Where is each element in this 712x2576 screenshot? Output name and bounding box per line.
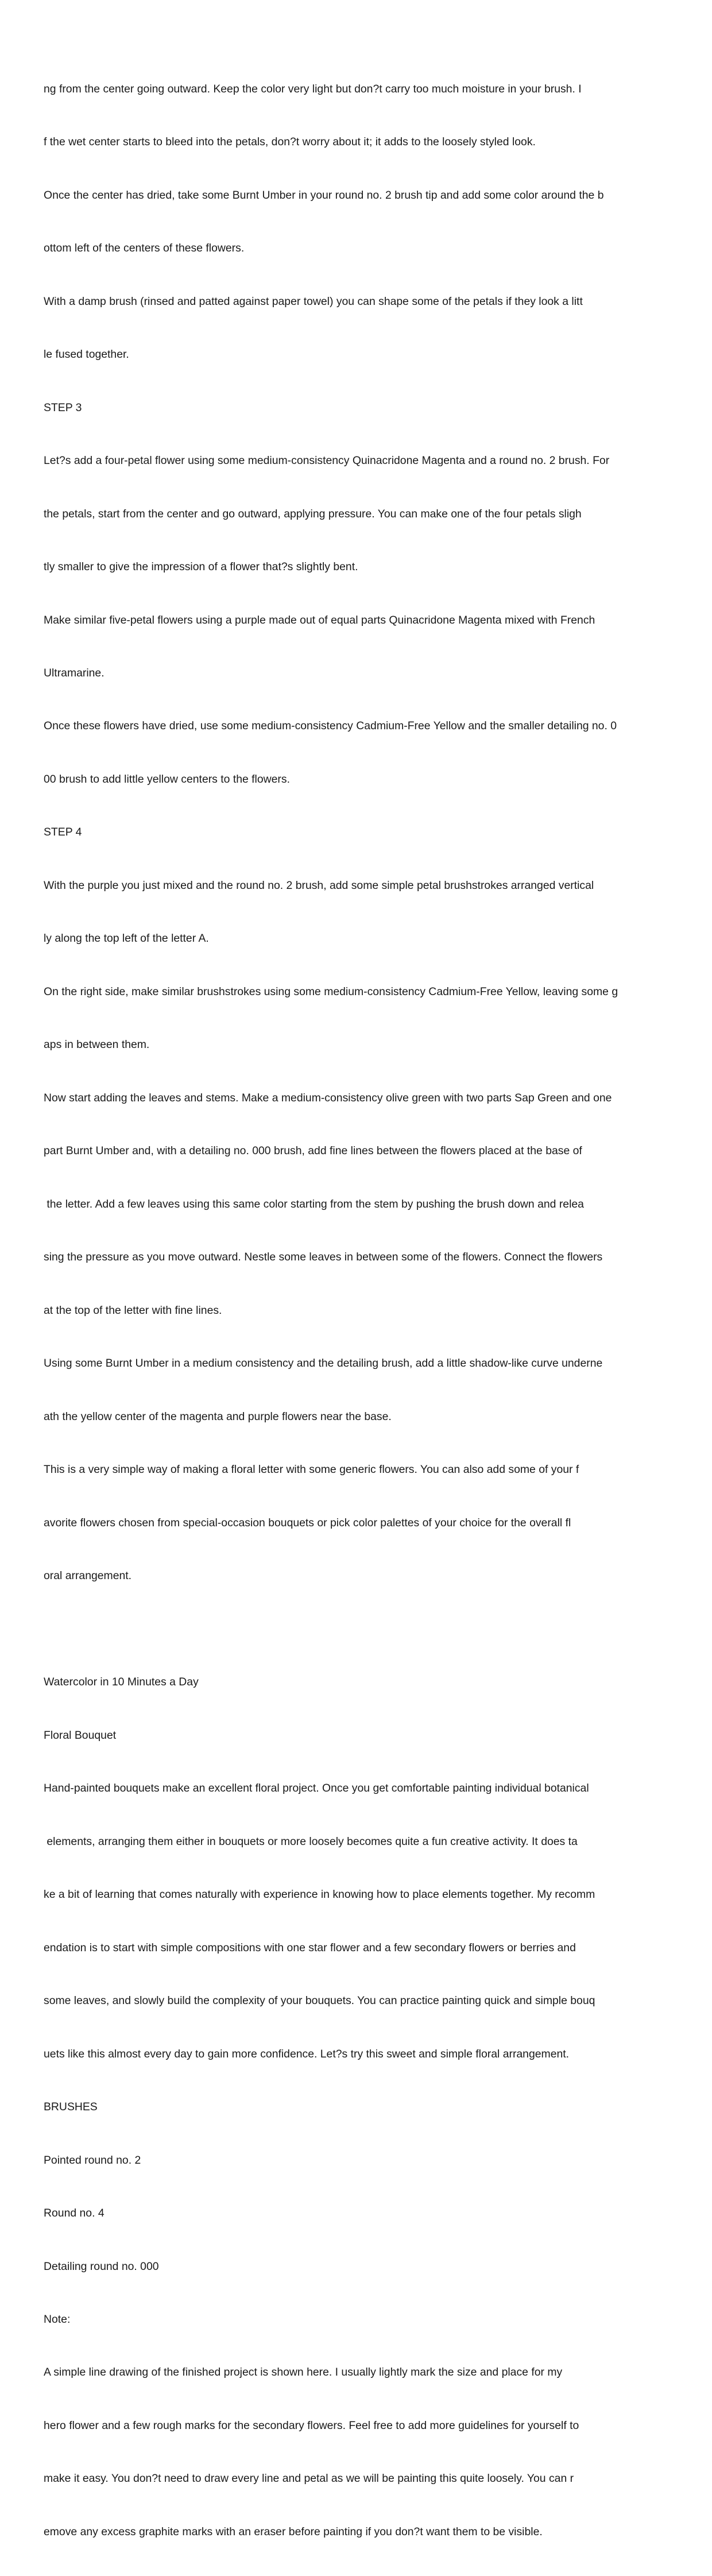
brush-list-item: Detailing round no. 000: [44, 2260, 159, 2273]
text-line: 00 brush to add little yellow centers to the flowers.: [44, 772, 290, 786]
text-line: f the wet center starts to bleed into the petals, don?t worry about it; it adds to the loosely styled look.: [44, 136, 536, 149]
section-title: Floral Bouquet: [44, 1728, 117, 1742]
text-line: sing the pressure as you move outward. Nestle some leaves in between some of the flowers. Connect the flowers: [44, 1251, 603, 1264]
text-line: Now start adding the leaves and stems. Make a medium-consistency olive green with two parts Sap Green and one: [44, 1091, 612, 1104]
text-line: With a damp brush (rinsed and patted against paper towel) you can shape some of the petals if they look a litt: [44, 295, 583, 308]
text-line: avorite flowers chosen from special-occasion bouquets or pick color palettes of your choice for the overall fl: [44, 1516, 571, 1529]
text-line: With the purple you just mixed and the round no. 2 brush, add some simple petal brushstrokes arranged vertical: [44, 879, 594, 892]
brush-list-item: Pointed round no. 2: [44, 2153, 141, 2167]
text-line: Hand-painted bouquets make an excellent floral project. Once you get comfortable painting individual botanical: [44, 1782, 589, 1795]
text-line: some leaves, and slowly build the complexity of your bouquets. You can practice painting quick and simple bouq: [44, 1994, 595, 2008]
text-line: ath the yellow center of the magenta and purple flowers near the base.: [44, 1410, 392, 1423]
text-line: Let?s add a four-petal flower using some medium-consistency Quinacridone Magenta and a round no. 2 brush. For: [44, 454, 610, 467]
step-heading: STEP 3: [44, 401, 82, 414]
text-line: On the right side, make similar brushstrokes using some medium-consistency Cadmium-Free Yellow, leaving some g: [44, 985, 618, 998]
text-line: ke a bit of learning that comes naturally with experience in knowing how to place elements together. My recomm: [44, 1888, 595, 1901]
book-title: Watercolor in 10 Minutes a Day: [44, 1676, 199, 1689]
text-line: at the top of the letter with fine lines.: [44, 1304, 222, 1317]
text-line: Make similar five-petal flowers using a purple made out of equal parts Quinacridone Magenta mixed with French: [44, 613, 595, 626]
text-line: hero flower and a few rough marks for the secondary flowers. Feel free to add more guidelines for yourself to: [44, 2419, 579, 2432]
text-line: uets like this almost every day to gain more confidence. Let?s try this sweet and simple floral arrangement.: [44, 2047, 570, 2060]
text-line: the petals, start from the center and go outward, applying pressure. You can make one of the four petals sligh: [44, 507, 582, 520]
text-line: ly along the top left of the letter A.: [44, 932, 209, 945]
text-line: elements, arranging them either in bouquets or more loosely becomes quite a fun creative activity. It does ta: [44, 1835, 578, 1848]
blank-line: [44, 1620, 687, 1638]
step-heading: STEP 4: [44, 826, 82, 839]
text-line: Once the center has dried, take some Burnt Umber in your round no. 2 brush tip and add some color around the b: [44, 188, 604, 202]
text-line: Once these flowers have dried, use some medium-consistency Cadmium-Free Yellow and the smaller detailing no. 0: [44, 720, 617, 733]
text-line: Using some Burnt Umber in a medium consistency and the detailing brush, add a little shadow-like curve underne: [44, 1357, 603, 1370]
text-line: tly smaller to give the impression of a flower that?s slightly bent.: [44, 560, 358, 574]
brush-list-item: Round no. 4: [44, 2207, 105, 2220]
text-line: A simple line drawing of the finished project is shown here. I usually lightly mark the size and place for my: [44, 2366, 563, 2379]
text-line: endation is to start with simple compositions with one star flower and a few secondary flowers or berries and: [44, 1941, 576, 1954]
text-line: Ultramarine.: [44, 666, 105, 679]
brushes-heading: BRUSHES: [44, 2101, 98, 2114]
text-line: emove any excess graphite marks with an eraser before painting if you don?t want them to be visible.: [44, 2525, 543, 2538]
body-text: [44, 45, 687, 2576]
text-line: make it easy. You don?t need to draw every line and petal as we will be painting this quite loosely. You can r: [44, 2472, 574, 2485]
text-line: le fused together.: [44, 348, 129, 361]
text-line: oral arrangement.: [44, 1569, 132, 1583]
text-line: the letter. Add a few leaves using this same color starting from the stem by pushing the brush down and relea: [44, 1197, 584, 1210]
text-line: ng from the center going outward. Keep the color very light but don?t carry too much moisture in your brush. I: [44, 82, 582, 95]
text-line: ottom left of the centers of these flowers.: [44, 242, 245, 255]
text-line: part Burnt Umber and, with a detailing no. 000 brush, add fine lines between the flowers placed at the base of: [44, 1144, 582, 1158]
text-line: This is a very simple way of making a floral letter with some generic flowers. You can also add some of your f: [44, 1463, 579, 1476]
text-line: aps in between them.: [44, 1038, 150, 1051]
note-heading: Note:: [44, 2313, 71, 2326]
